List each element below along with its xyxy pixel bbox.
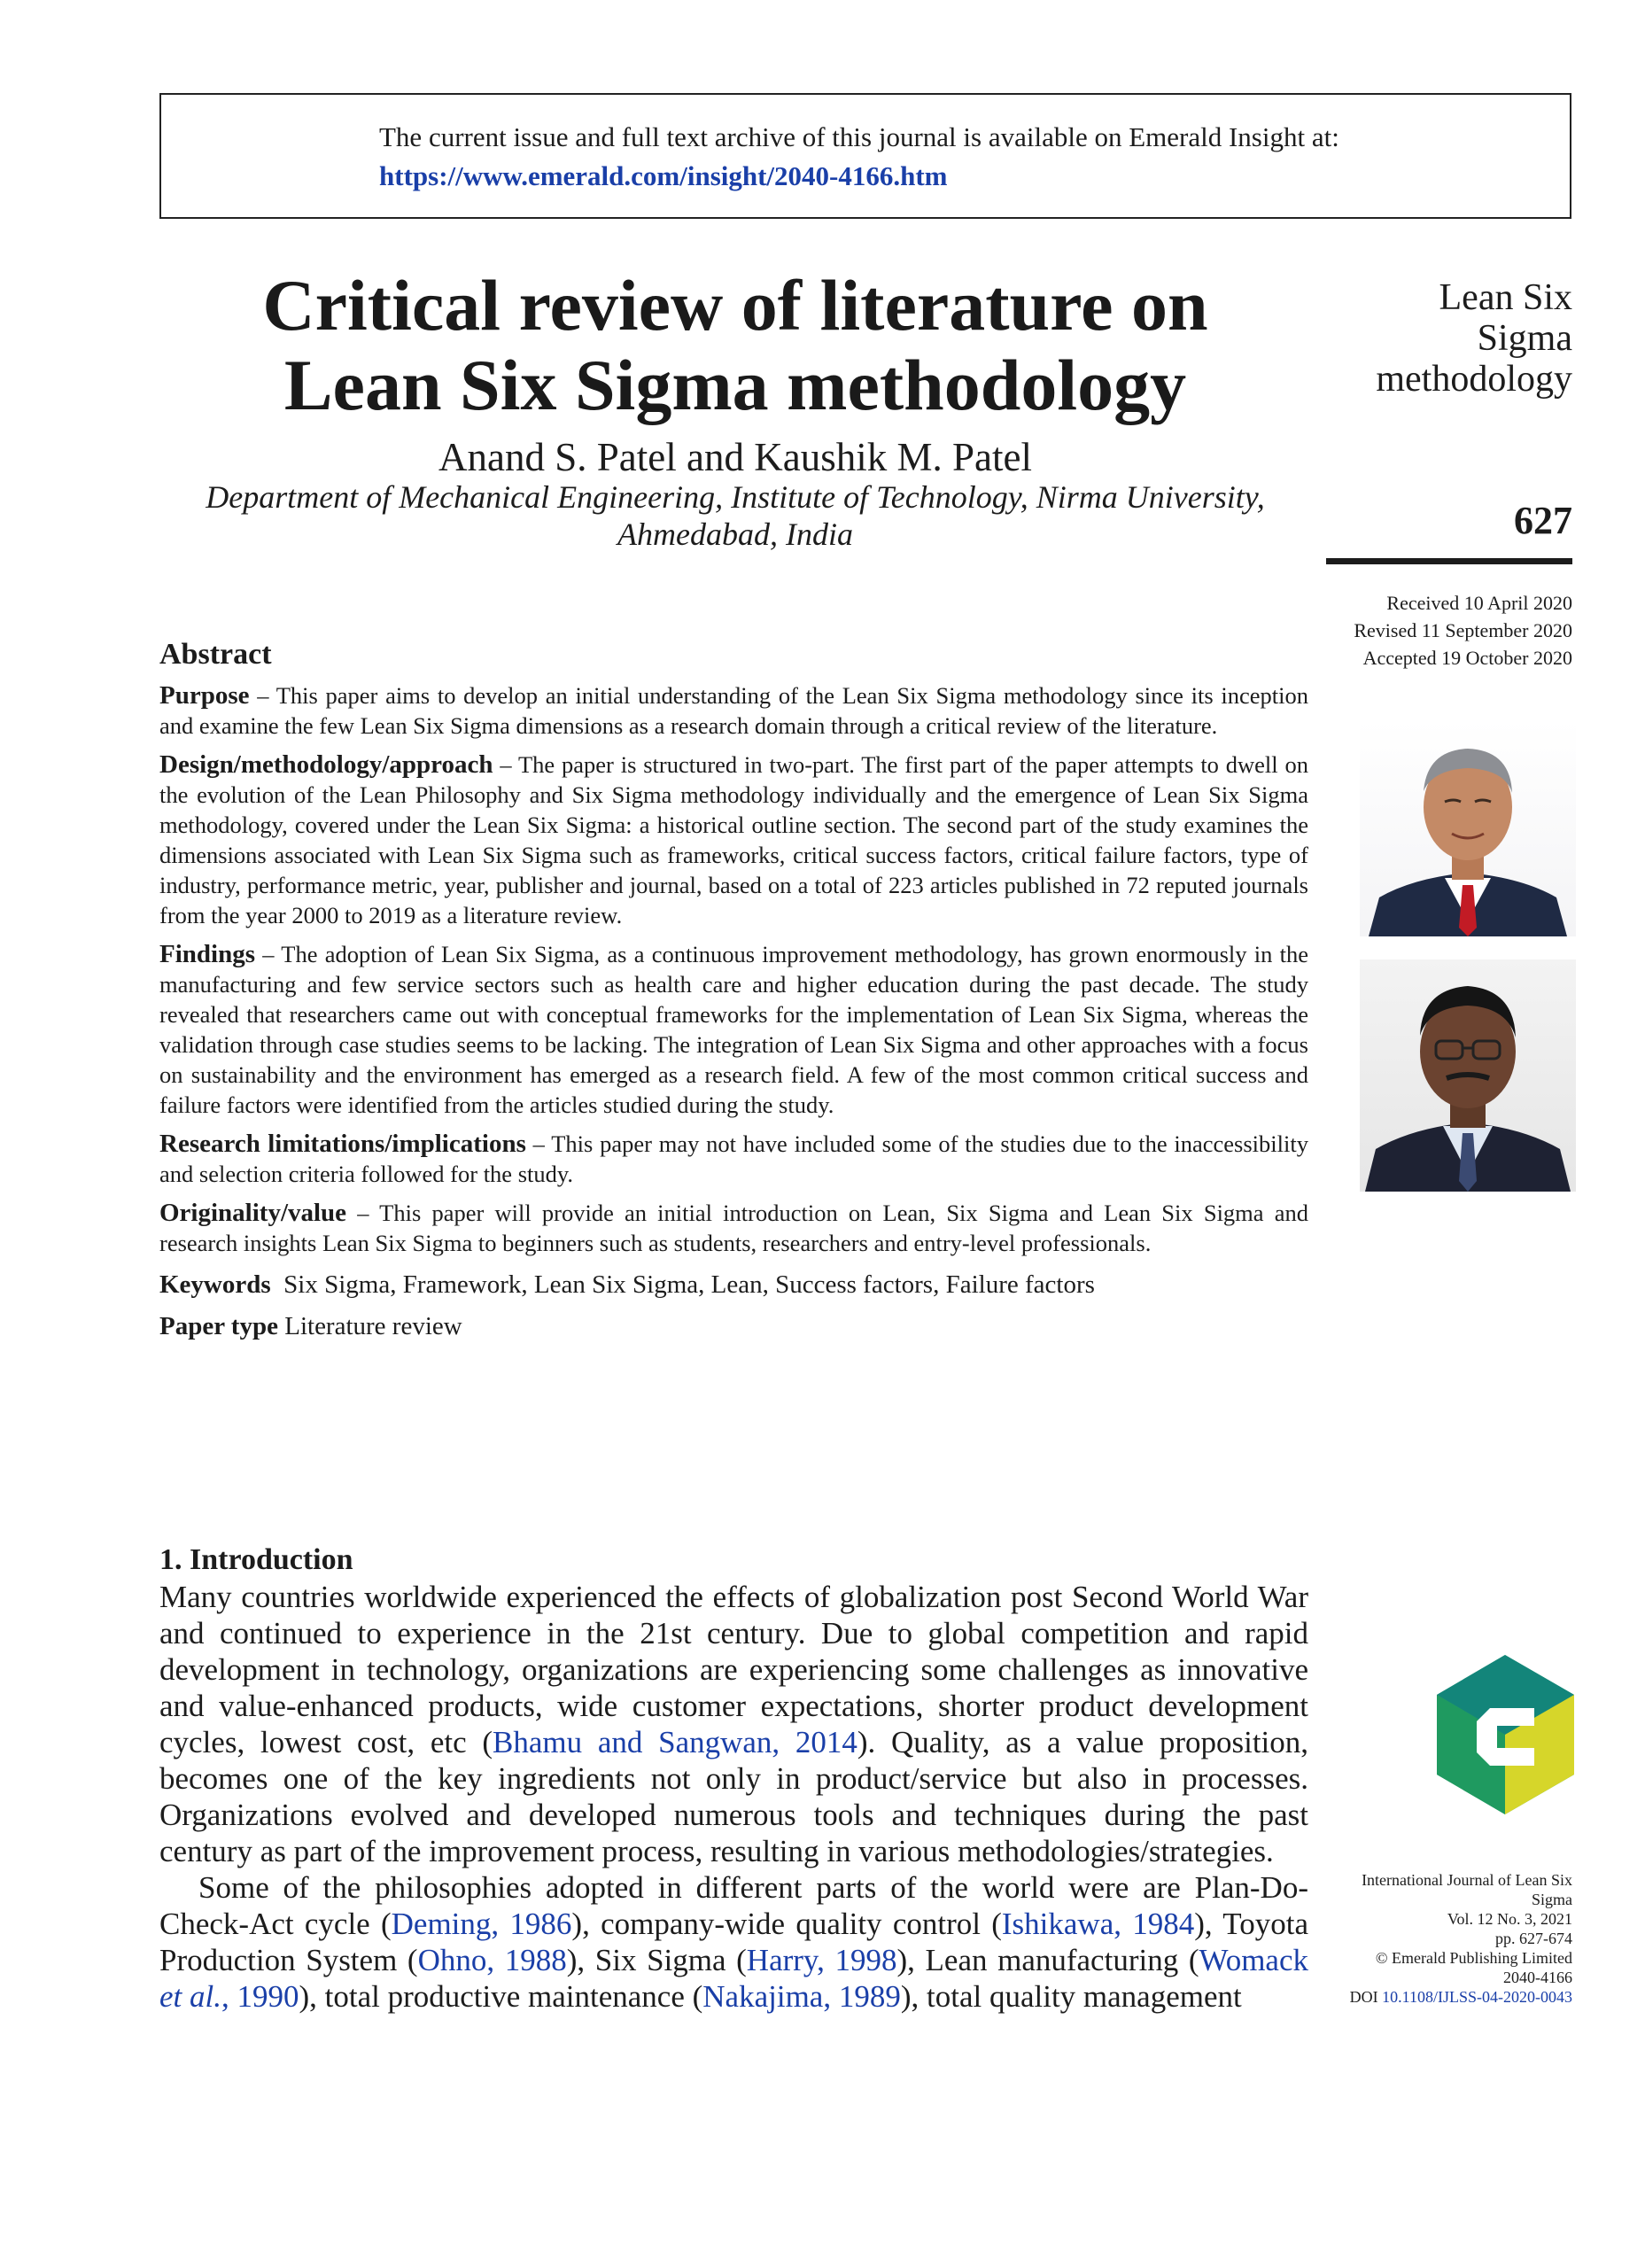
introduction-heading: 1. Introduction [159,1543,353,1576]
purpose-text: – This paper aims to develop an initial understanding of the Lean Six Sigma methodology since its inception and examine the few Lean Six Sigma dimensions as a research domain through a critical review of the literature. [159,682,1308,739]
intro-text: ), company-wide quality control ( [571,1907,1002,1941]
running-head-line: Lean Six [1439,277,1572,318]
citation-link[interactable]: Ohno, 1988 [417,1943,567,1977]
paper-type-label: Paper type [159,1312,278,1340]
citation-link[interactable]: Nakajima, 1989 [702,1979,901,2014]
running-head [1376,277,1572,400]
intro-paragraph-2 [159,1869,1308,2015]
intro-text: Some of the philosophies adopted in different parts of the world were are Plan-Do-Check-Act cycle ( [159,1870,1308,1941]
intro-text: ), total quality management [900,1979,1242,2014]
abstract-section [159,638,1308,1341]
journal-pages: pp. 627-674 [1495,1930,1572,1947]
limitations-text: – This paper may not have included some of the studies due to the inaccessibility and selection criteria followed for the study. [159,1130,1308,1187]
originality-text: – This paper will provide an initial introduction on Lean, Six Sigma and Lean Six Sigma and research insights Lean Six Sigma to beginners such as students, researchers and entry-level professionals. [159,1200,1308,1256]
page-number: 627 [1514,499,1572,542]
journal-url-link[interactable]: https://www.emerald.com/insight/2040-4166.htm [379,160,948,191]
author-photo-2 [1360,959,1576,1192]
citation-link[interactable]: Harry, 1998 [746,1943,897,1977]
title-line-1: Critical review of literature on [262,265,1208,346]
intro-text: ), Six Sigma ( [566,1943,747,1977]
keywords [159,1270,1308,1300]
abstract-design [159,750,1308,930]
paper-type [159,1312,1308,1341]
journal-info [1324,1870,1572,2007]
originality-label: Originality/value [159,1199,347,1227]
paper-type-text: Literature review [284,1312,462,1340]
running-head-line: methodology [1376,359,1572,400]
title-line-2: Lean Six Sigma methodology [283,345,1187,425]
intro-text: ), Toyota Production System ( [159,1907,1309,1977]
article-dates [1354,589,1572,672]
keywords-text: Six Sigma, Framework, Lean Six Sigma, Lean, Success factors, Failure factors [283,1270,1095,1299]
design-label: Design/methodology/approach [159,750,493,779]
issn: 2040-4166 [1503,1969,1572,1986]
abstract-limitations [159,1129,1308,1189]
publisher: © Emerald Publishing Limited [1375,1949,1572,1967]
doi-label: DOI [1349,1988,1383,2006]
findings-text: – The adoption of Lean Six Sigma, as a continuous improvement methodology, has grown enormously in the manufacturing and few service sectors such as health care and higher education during the past decade. The study revealed that researchers came out with conceptual frameworks for the implementation of Lean Six Sigma, whereas the validation through case studies seems to be lacking. The integration of Lean Six Sigma and other approaches with a focus on sustainability and the environment has emerged as a research field. A few of the most common critical success and failure factors were identified from the articles studied during the study. [159,941,1308,1118]
doi [1324,1987,1572,2007]
affiliation-line-1: Department of Mechanical Engineering, Institute of Technology, Nirma University, [206,479,1265,515]
affiliation-line-2: Ahmedabad, India [617,517,853,552]
authors: Anand S. Patel and Kaushik M. Patel [438,435,1032,479]
intro-text: Many countries worldwide experienced the effects of globalization post Second World War and continued to experience in the 21st century. Due to global competition and rapid development in technology, organizations are experiencing some challenges as innovative and value-enhanced products, wide customer expectations, shorter product development cycles, lowest cost, etc ( [159,1580,1308,1759]
citation-part: Womack [1199,1943,1308,1977]
abstract-originality [159,1198,1308,1258]
intro-text: ). Quality, as a value proposition, becomes one of the key ingredients not only in product/service but also in processes. Organizations evolved and developed numerous tools and techniques during the past century as part of the improvement process, resulting in various methodologies/strategies. [159,1725,1309,1868]
citation-link[interactable]: Deming, 1986 [391,1907,572,1941]
purpose-label: Purpose [159,681,250,710]
citation-part: et al. [159,1979,221,2014]
author-portrait-icon [1360,720,1576,936]
abstract-purpose [159,680,1308,741]
article-title [159,266,1311,425]
abstract-findings [159,939,1308,1120]
citation-part: , 1990 [221,1979,299,2014]
margin-divider [1326,558,1572,564]
intro-text: ), Lean manufacturing ( [896,1943,1199,1977]
abstract-heading: Abstract [159,638,272,671]
journal-name: International Journal of Lean Six [1362,1871,1572,1889]
emerald-logo-icon [1437,1655,1574,1814]
journal-volume: Vol. 12 No. 3, 2021 [1447,1910,1572,1928]
affiliation [159,478,1311,553]
intro-text: ), total productive maintenance ( [299,1979,703,2014]
limitations-label: Research limitations/implications [159,1130,526,1158]
running-head-line: Sigma [1477,318,1572,359]
findings-label: Findings [159,940,255,968]
revised-date: Revised 11 September 2020 [1354,619,1572,641]
author-portrait-icon [1360,959,1576,1192]
author-photo-1 [1360,720,1576,936]
citation-link[interactable]: Ishikawa, 1984 [1001,1907,1195,1941]
accepted-date: Accepted 19 October 2020 [1362,647,1572,669]
journal-name-cont: Sigma [1531,1891,1572,1908]
design-text: – The paper is structured in two-part. The first part of the paper attempts to dwell on the evolution of the Lean Philosophy and Six Sigma methodology individually and the emergence of Lean Six Sigma methodology, covered under the Lean Six Sigma: a historical outline section. The second part of the study examines the dimensions associated with Lean Six Sigma such as frameworks, critical success factors, critical failure factors, type of industry, performance metric, year, publisher and journal, based on a total of 223 articles published in 72 reputed journals from the year 2000 to 2019 as a literature review. [159,751,1308,928]
doi-link[interactable]: 10.1108/IJLSS-04-2020-0043 [1382,1988,1572,2006]
intro-paragraph-1 [159,1579,1308,1869]
notice-text: The current issue and full text archive of this journal is available on Emerald Insight at: [379,121,1339,152]
keywords-label: Keywords [159,1270,271,1299]
received-date: Received 10 April 2020 [1386,592,1572,614]
journal-availability-notice [159,93,1571,219]
citation-link[interactable]: Bhamu and Sangwan, 2014 [493,1725,857,1759]
introduction-section [159,1543,1308,2015]
